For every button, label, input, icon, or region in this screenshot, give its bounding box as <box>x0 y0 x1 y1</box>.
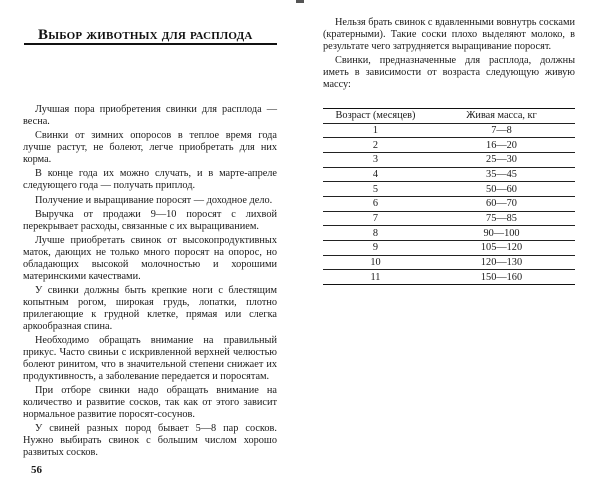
cell-age: 2 <box>372 139 379 151</box>
cell-mass: 7—8 <box>491 124 512 136</box>
paragraph: Свинки, предназначенные для расплода, должны иметь в зависимости от возраста следующую живую массу: <box>323 55 575 90</box>
paragraph: Необходимо обращать внимание на правильный прикус. Часто свиньи с искривленной верхней челюстью болеют ринитом, что в значительной степени снижает их продуктивность, а заболевание передается и поросятам. <box>23 335 277 382</box>
paragraph: Выручка от продажи 9—10 поросят с лихвой перекрывает расходы, связанные с их выращиванием. <box>23 208 277 232</box>
chapter-title: Выбор животных для расплода <box>38 27 253 43</box>
cell-age: 7 <box>372 212 379 224</box>
table-row <box>323 196 575 211</box>
cell-mass: 75—85 <box>486 212 517 224</box>
cell-age: 5 <box>372 183 379 195</box>
cell-age: 10 <box>370 257 381 269</box>
cell-age: 6 <box>372 198 379 210</box>
cell-age: 9 <box>372 242 379 254</box>
cell-mass: 25—30 <box>486 154 517 166</box>
paragraph: У свиней разных пород бывает 5—8 пар сосков. Нужно выбирать свинок с большим числом хорошо развитых сосков. <box>23 423 277 458</box>
table-row <box>323 226 575 241</box>
paragraph: В конце года их можно случать, и в марте-апреле следующего года — получать приплод. <box>23 168 277 192</box>
table-row <box>323 167 575 182</box>
page-number: 56 <box>31 464 42 476</box>
cell-age: 11 <box>370 271 381 283</box>
paragraph: Лучшая пора приобретения свинки для расплода — весна. <box>23 104 277 127</box>
cell-mass: 35—45 <box>486 168 517 180</box>
paragraph: Нельзя брать свинок с вдавленными вовнутрь сосками (кратерными). Такие соски плохо выделяют молоко, в результате чего затрудняется выращивание поросят. <box>323 17 575 52</box>
cell-mass: 50—60 <box>486 183 517 195</box>
table-row <box>323 182 575 197</box>
cell-mass: 150—160 <box>480 271 523 283</box>
cell-mass: 90—100 <box>483 227 520 239</box>
weight-by-age-table <box>323 108 575 285</box>
cell-mass: 105—120 <box>480 242 523 254</box>
table-row <box>323 241 575 256</box>
cell-mass: 120—130 <box>480 257 523 269</box>
header-mass: Живая масса, кг <box>466 110 537 121</box>
table-row <box>323 138 575 153</box>
title-underline <box>24 43 277 45</box>
cell-age: 3 <box>372 154 379 166</box>
paragraph: При отборе свинки надо обращать внимание на количество и развитие сосков, так как от этого зависит нормальное развитие поросят-сосунов. <box>23 385 277 420</box>
cell-mass: 60—70 <box>486 198 517 210</box>
header-age: Возраст (месяцев) <box>335 110 416 121</box>
cell-age: 8 <box>372 227 379 239</box>
table-row <box>323 152 575 167</box>
table-row <box>323 255 575 270</box>
cell-age: 4 <box>372 168 379 180</box>
paragraph: Свинки от зимних опоросов в теплое время года лучше растут, не болеют, легче приобретать для них корма. <box>23 130 277 166</box>
table-row <box>323 123 575 138</box>
cell-age: 1 <box>372 124 379 136</box>
paragraph: У свинки должны быть крепкие ноги с блестящим копытным рогом, широкая грудь, лопатки, плотно прилегающие к грудной клетке, прямая или слегка аркообразная спина. <box>23 285 277 332</box>
paragraph: Лучше приобретать свинок от высокопродуктивных маток, дающих не только много поросят на опорос, но обладающих высокой молочностью и хорошими материнскими качествами. <box>23 235 277 282</box>
table-row <box>323 211 575 226</box>
cell-mass: 16—20 <box>486 139 517 151</box>
table-row <box>323 270 575 285</box>
table-header-row <box>323 109 575 124</box>
right-page-body <box>323 17 575 93</box>
paragraph: Получение и выращивание поросят — доходное дело. <box>35 194 273 206</box>
left-page-body <box>23 104 277 461</box>
